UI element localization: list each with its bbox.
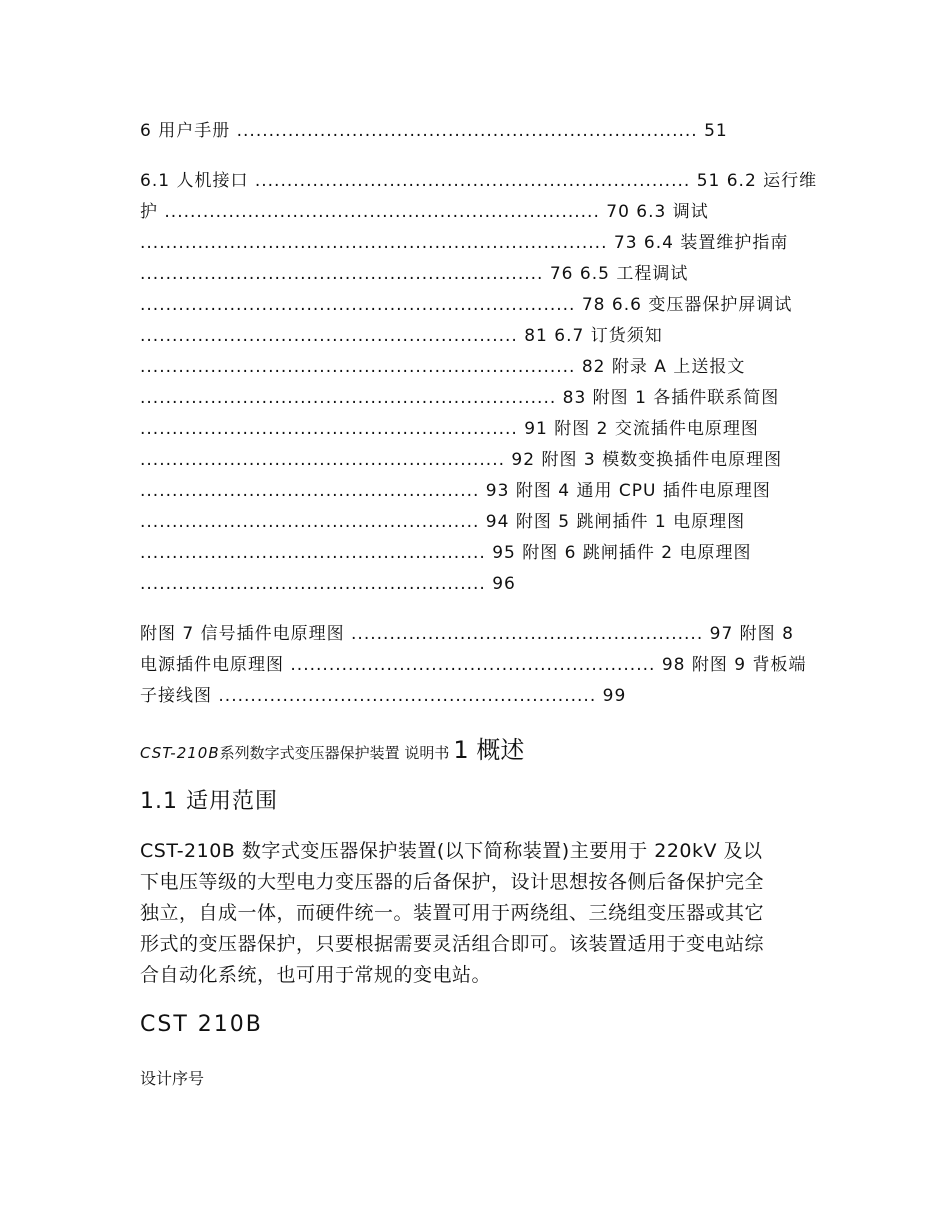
doc-title: CST-210B (140, 744, 220, 762)
toc-line: 6.1 人机接口 .................................................................... 51 6.2 运行维 (140, 171, 818, 191)
toc-line: ........................................................... 81 6.7 订货须知 (140, 326, 663, 346)
toc-line: ...................................................... 96 (140, 574, 516, 594)
model-code: CST 210B (140, 1012, 263, 1037)
toc-line: ........................................................... 91 附图 2 交流插件电原理图 (140, 419, 759, 439)
toc-line: 电源插件电原理图 ......................................................... 98 附图 9 背板端 (140, 655, 807, 675)
toc-line: ................................................................. 83 附图 1 各插件联系简图 (140, 388, 780, 408)
body-paragraph (140, 836, 820, 991)
toc-line: 6 用户手册 ........................................................................ 51 (140, 121, 728, 141)
toc-line: 子接线图 ........................................................... 99 (140, 686, 627, 706)
paragraph-line: 形式的变压器保护，只要根据需要灵活组合即可。该装置适用于变电站综 (140, 933, 765, 955)
page-header (140, 730, 524, 765)
chapter-title: 1 概述 (453, 736, 525, 764)
toc-line: ..................................................... 93 附图 4 通用 CPU 插件电原理图 (140, 481, 771, 501)
paragraph-line: 合自动化系统，也可用于常规的变电站。 (140, 964, 492, 986)
section-title: 1.1 适用范围 (140, 789, 278, 814)
toc-line: 附图 7 信号插件电原理图 ....................................................... 97 附图 8 (140, 624, 794, 644)
paragraph-line: 下电压等级的大型电力变压器的后备保护，设计思想按各侧后备保护完全 (140, 871, 765, 893)
design-serial-label: 设计序号 (140, 1069, 205, 1088)
paragraph-line: CST-210B 数字式变压器保护装置(以下简称装置)主要用于 220kV 及以 (140, 840, 763, 862)
paragraph-line: 独立，自成一体，而硬件统一。装置可用于两绕组、三绕组变压器或其它 (140, 902, 765, 924)
toc-line: ............................................................... 76 6.5 工程调试 (140, 264, 689, 284)
toc-line: .................................................................... 78 6.6 变压器保护屏调试 (140, 295, 793, 315)
toc-line: 护 .................................................................... 70 6.3 调试 (140, 202, 709, 222)
doc-subtitle: 系列数字式变压器保护装置 说明书 (219, 744, 450, 762)
toc-line: ...................................................... 95 附图 6 跳闸插件 2 电原理图 (140, 543, 752, 563)
toc-line: ..................................................... 94 附图 5 跳闸插件 1 电原理图 (140, 512, 746, 532)
toc-line: ......................................................... 92 附图 3 模数变换插件电原理图 (140, 450, 783, 470)
toc-line: ......................................................................... 73 6.4 装置维护指南 (140, 233, 789, 253)
toc-line: .................................................................... 82 附录 A 上送报文 (140, 357, 746, 377)
